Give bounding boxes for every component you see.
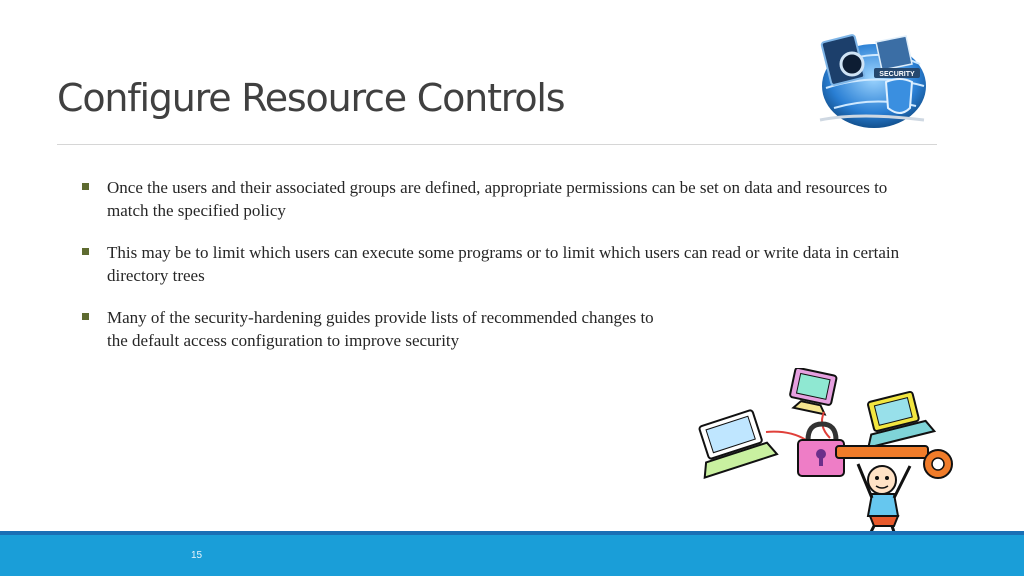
bullet-item xyxy=(80,306,667,352)
bullet-list xyxy=(80,176,920,371)
logo-label: SECURITY xyxy=(879,71,915,78)
key-lock-computers-clipart-icon xyxy=(696,368,958,540)
bullet-text: Once the users and their associated groups are defined, appropriate permissions can be set on data and resources to match the specified policy xyxy=(107,178,888,220)
bullet-item xyxy=(80,241,920,287)
footer-bar xyxy=(0,535,1024,576)
bullet-square-icon xyxy=(82,313,89,320)
bullet-text: This may be to limit which users can execute some programs or to limit which users can read or write data in certain directory trees xyxy=(107,243,900,285)
bullet-item xyxy=(80,176,920,222)
security-logo-icon xyxy=(816,24,932,132)
bullet-text: Many of the security-hardening guides provide lists of recommended changes to the default access configuration to improve security xyxy=(107,308,654,350)
bullet-square-icon xyxy=(82,183,89,190)
slide-title: Configure Resource Controls xyxy=(57,76,565,120)
page-number: 15 xyxy=(191,550,203,561)
title-divider xyxy=(57,144,937,145)
bullet-square-icon xyxy=(82,248,89,255)
